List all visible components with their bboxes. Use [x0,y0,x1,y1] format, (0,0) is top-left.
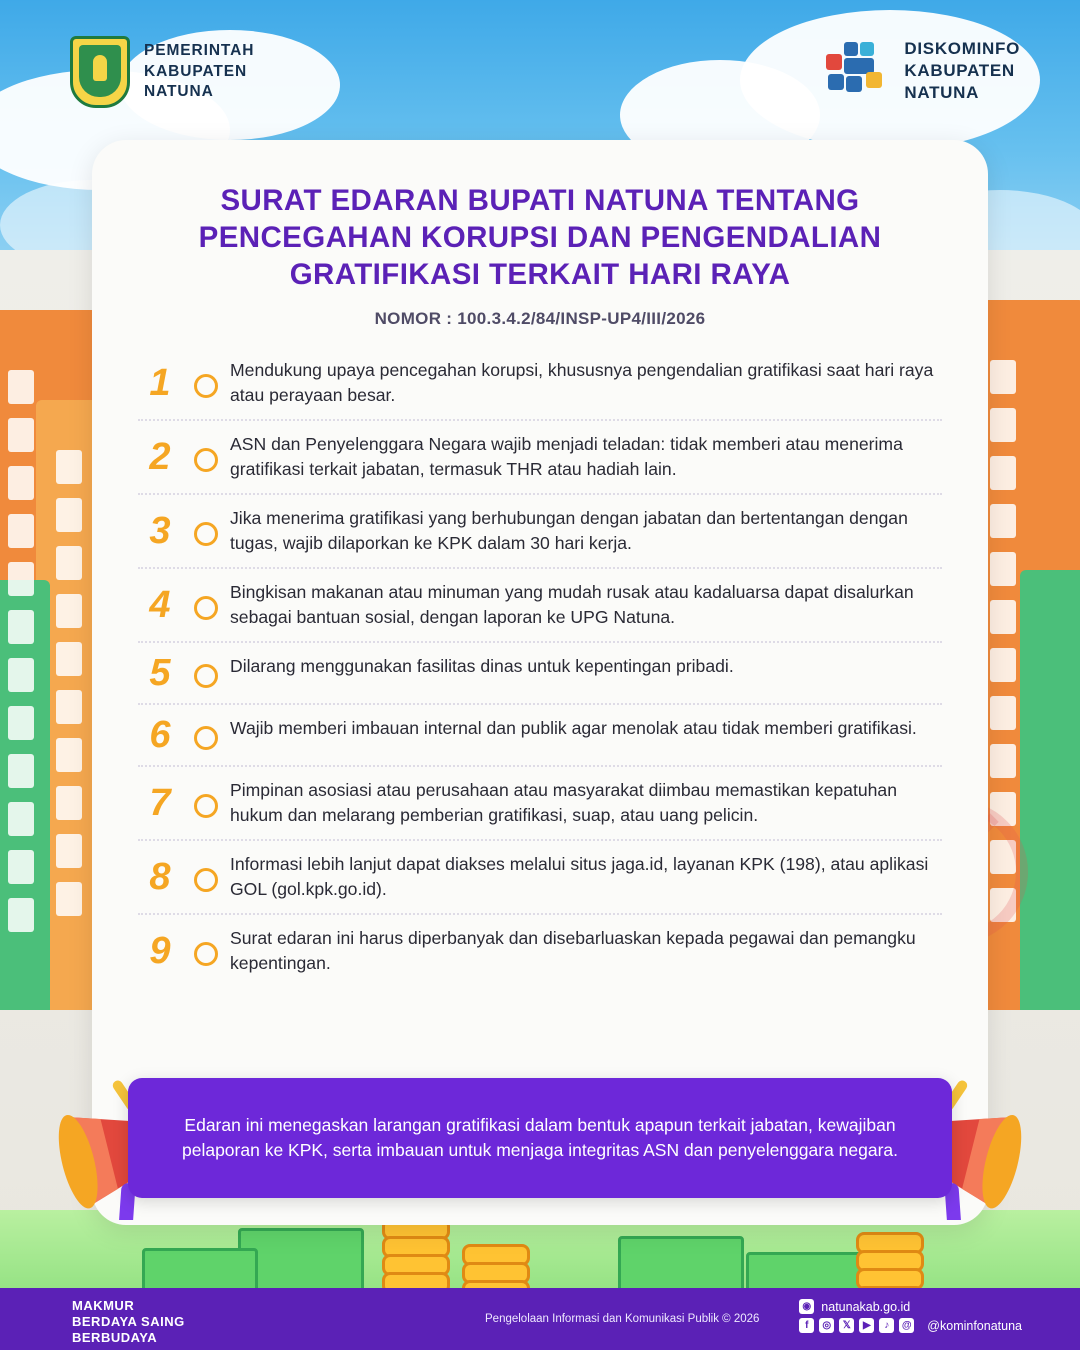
diskominfo-label [904,38,1020,104]
natuna-crest-icon [70,36,130,108]
summary-text: Edaran ini menegaskan larangan gratifikasi dalam bentuk apapun terkait jabatan, kewajiban pelaporan ke KPK, serta imbauan untuk menjaga integritas ASN dan penyelenggara negara. [181,1114,899,1160]
slogan-line-1: MAKMUR [72,1298,135,1313]
item-text: Informasi lebih lanjut dapat diakses melalui situs jaga.id, layanan KPK (198), atau aplikasi GOL (gol.kpk.go.id). [230,854,929,900]
diskominfo-line-2: KABUPATEN [904,61,1015,81]
social-line[interactable] [799,1318,1022,1333]
item-text: Dilarang menggunakan fasilitas dinas untuk kepentingan pribadi. [230,656,734,677]
globe-icon: ◉ [799,1299,814,1314]
pemkab-line-3: NATUNA [144,83,214,101]
item-text: Mendukung upaya pencegahan korupsi, khususnya pengendalian gratifikasi saat hari raya atau perayaan besar. [230,360,934,406]
building [1020,570,1080,1010]
points-list [138,347,942,987]
list-item [138,421,942,495]
item-number: 7 [149,782,171,825]
tiktok-icon[interactable]: ♪ [879,1318,894,1333]
poster-card [92,140,988,1225]
list-item [138,495,942,569]
building-windows [56,450,82,916]
list-item [138,643,942,705]
diskominfo-logo [826,38,1020,104]
website-text: natunakab.go.id [821,1299,911,1314]
item-text: Jika menerima gratifikasi yang berhubungan dengan jabatan dan bertentangan dengan tugas, wajib dilaporkan ke KPK dalam 30 hari kerja. [230,508,908,554]
bullet-icon [194,448,218,472]
list-item [138,347,942,421]
social-handle-text: @kominfonatuna [927,1318,1022,1333]
footer-slogan [72,1298,185,1346]
item-number: 9 [149,930,171,973]
item-number: 6 [149,714,171,757]
list-item [138,915,942,987]
summary-banner [128,1078,952,1198]
item-number: 1 [149,362,171,405]
list-item [138,705,942,767]
pemkab-line-1: PEMERINTAH [144,42,255,60]
pemkab-line-2: KABUPATEN [144,62,248,80]
item-number: 4 [149,584,171,627]
list-item [138,767,942,841]
bullet-icon [194,726,218,750]
bullet-icon [194,522,218,546]
diskominfo-line-1: DISKOMINFO [904,39,1020,58]
footer-contact [799,1299,1022,1337]
item-text: Bingkisan makanan atau minuman yang mudah rusak atau kadaluarsa dapat disalurkan sebagai bantuan sosial, dengan laporan ke UPG Natuna. [230,582,914,628]
diskominfo-line-3: NATUNA [904,83,980,103]
instagram-icon[interactable]: ◎ [819,1318,834,1333]
bullet-icon [194,942,218,966]
pemkab-natuna-label [144,41,254,102]
website-line[interactable] [799,1299,1022,1314]
item-number: 5 [149,652,171,695]
x-twitter-icon[interactable]: 𝕏 [839,1318,854,1333]
item-text: ASN dan Penyelenggara Negara wajib menjadi teladan: tidak memberi atau menerima gratifikasi terkait jabatan, termasuk THR atau hadiah lain. [230,434,903,480]
social-icons[interactable] [799,1318,914,1333]
bullet-icon [194,794,218,818]
bullet-icon [194,664,218,688]
facebook-icon[interactable]: f [799,1318,814,1333]
page-title: SURAT EDARAN BUPATI NATUNA TENTANG PENCEGAHAN KORUPSI DAN PENGENDALIAN GRATIFIKASI TERKAIT HARI RAYA [198,184,882,292]
item-number: 2 [149,436,171,479]
item-text: Pimpinan asosiasi atau perusahaan atau masyarakat diimbau memastikan kepatuhan hukum dan melarang pemberian gratifikasi, suap, atau uang pelicin. [230,780,897,826]
youtube-icon[interactable]: ▶ [859,1318,874,1333]
list-item [138,841,942,915]
diskominfo-mark-icon [826,42,888,100]
bullet-icon [194,596,218,620]
bullet-icon [194,374,218,398]
item-number: 3 [149,510,171,553]
item-text: Surat edaran ini harus diperbanyak dan disebarluaskan kepada pegawai dan pemangku kepentingan. [230,928,916,974]
threads-icon[interactable]: @ [899,1318,914,1333]
pemkab-natuna-logo [70,36,254,108]
building-windows [8,370,34,932]
footer-copyright: Pengelolaan Informasi dan Komunikasi Publik © 2026 [485,1313,760,1325]
slogan-line-2: BERDAYA SAING [72,1313,185,1329]
slogan-line-3: BERBUDAYA [72,1329,158,1345]
item-number: 8 [149,856,171,899]
item-text: Wajib memberi imbauan internal dan publik agar menolak atau tidak memberi gratifikasi. [230,718,917,739]
document-number: NOMOR : 100.3.4.2/84/INSP-UP4/III/2026 [374,309,706,329]
list-item [138,569,942,643]
bullet-icon [194,868,218,892]
